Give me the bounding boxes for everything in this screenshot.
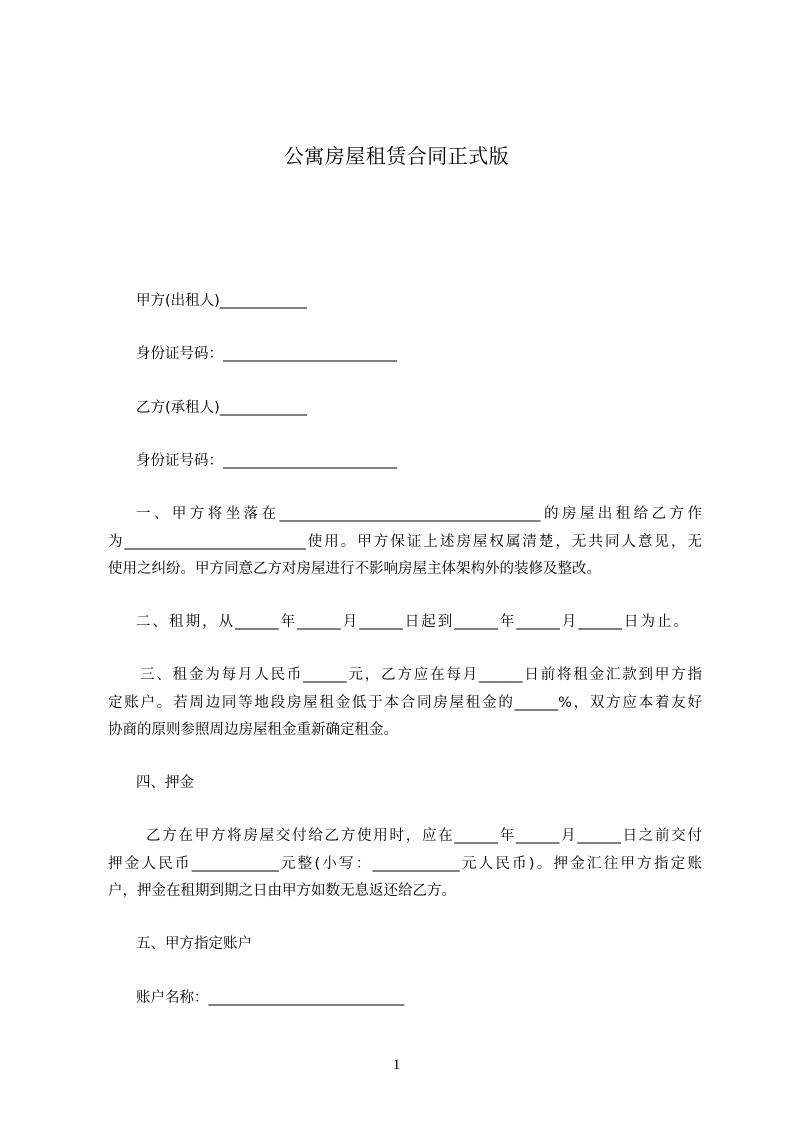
clause-5-heading: 五、甲方指定账户: [136, 936, 252, 952]
document-title: 公寓房屋租赁合同正式版: [283, 144, 510, 168]
party-a-id-line: 身份证号码：________________________: [136, 346, 397, 362]
clause-1-line-1: 一、甲方将坐落在____________________________________的房屋出租给乙方作: [136, 506, 702, 522]
account-name-line: 账户名称：___________________________: [136, 990, 405, 1006]
party-b-line: 乙方(承租人)____________: [136, 400, 307, 416]
clause-4-line-1: 乙方在甲方将房屋交付给乙方使用时，应在______年______月______日之前交付: [146, 828, 702, 844]
clause-4-line-2: 押金人民币____________元整(小写：____________元人民币)。押金汇往甲方指定账: [108, 856, 702, 872]
clause-3-line-2: 定账户。若周边同等地段房屋租金低于本合同房屋租金的______%，双方应本着友好: [108, 695, 702, 711]
clause-1-line-2: 为_________________________使用。甲方保证上述房屋权属清楚，无共同人意见，无: [108, 534, 702, 550]
clause-4-line-3: 户，押金在租期到期之日由甲方如数无息返还给乙方。: [108, 883, 456, 899]
clause-3-line-3: 协商的原则参照周边房屋租金重新确定租金。: [108, 722, 398, 738]
clause-4-heading: 四、押金: [136, 775, 194, 791]
page-number: 1: [392, 1057, 401, 1073]
clause-2-line: 二、租期，从______年______月______日起到______年______月______日为止。: [136, 614, 688, 630]
party-a-line: 甲方(出租人)____________: [136, 293, 307, 309]
clause-3-line-1: 三、租金为每月人民币______元，乙方应在每月______日前将租金汇款到甲方指: [140, 667, 702, 683]
party-b-id-line: 身份证号码：________________________: [136, 453, 397, 469]
clause-1-line-3: 使用之纠纷。甲方同意乙方对房屋进行不影响房屋主体架构外的装修及整改。: [108, 561, 601, 577]
